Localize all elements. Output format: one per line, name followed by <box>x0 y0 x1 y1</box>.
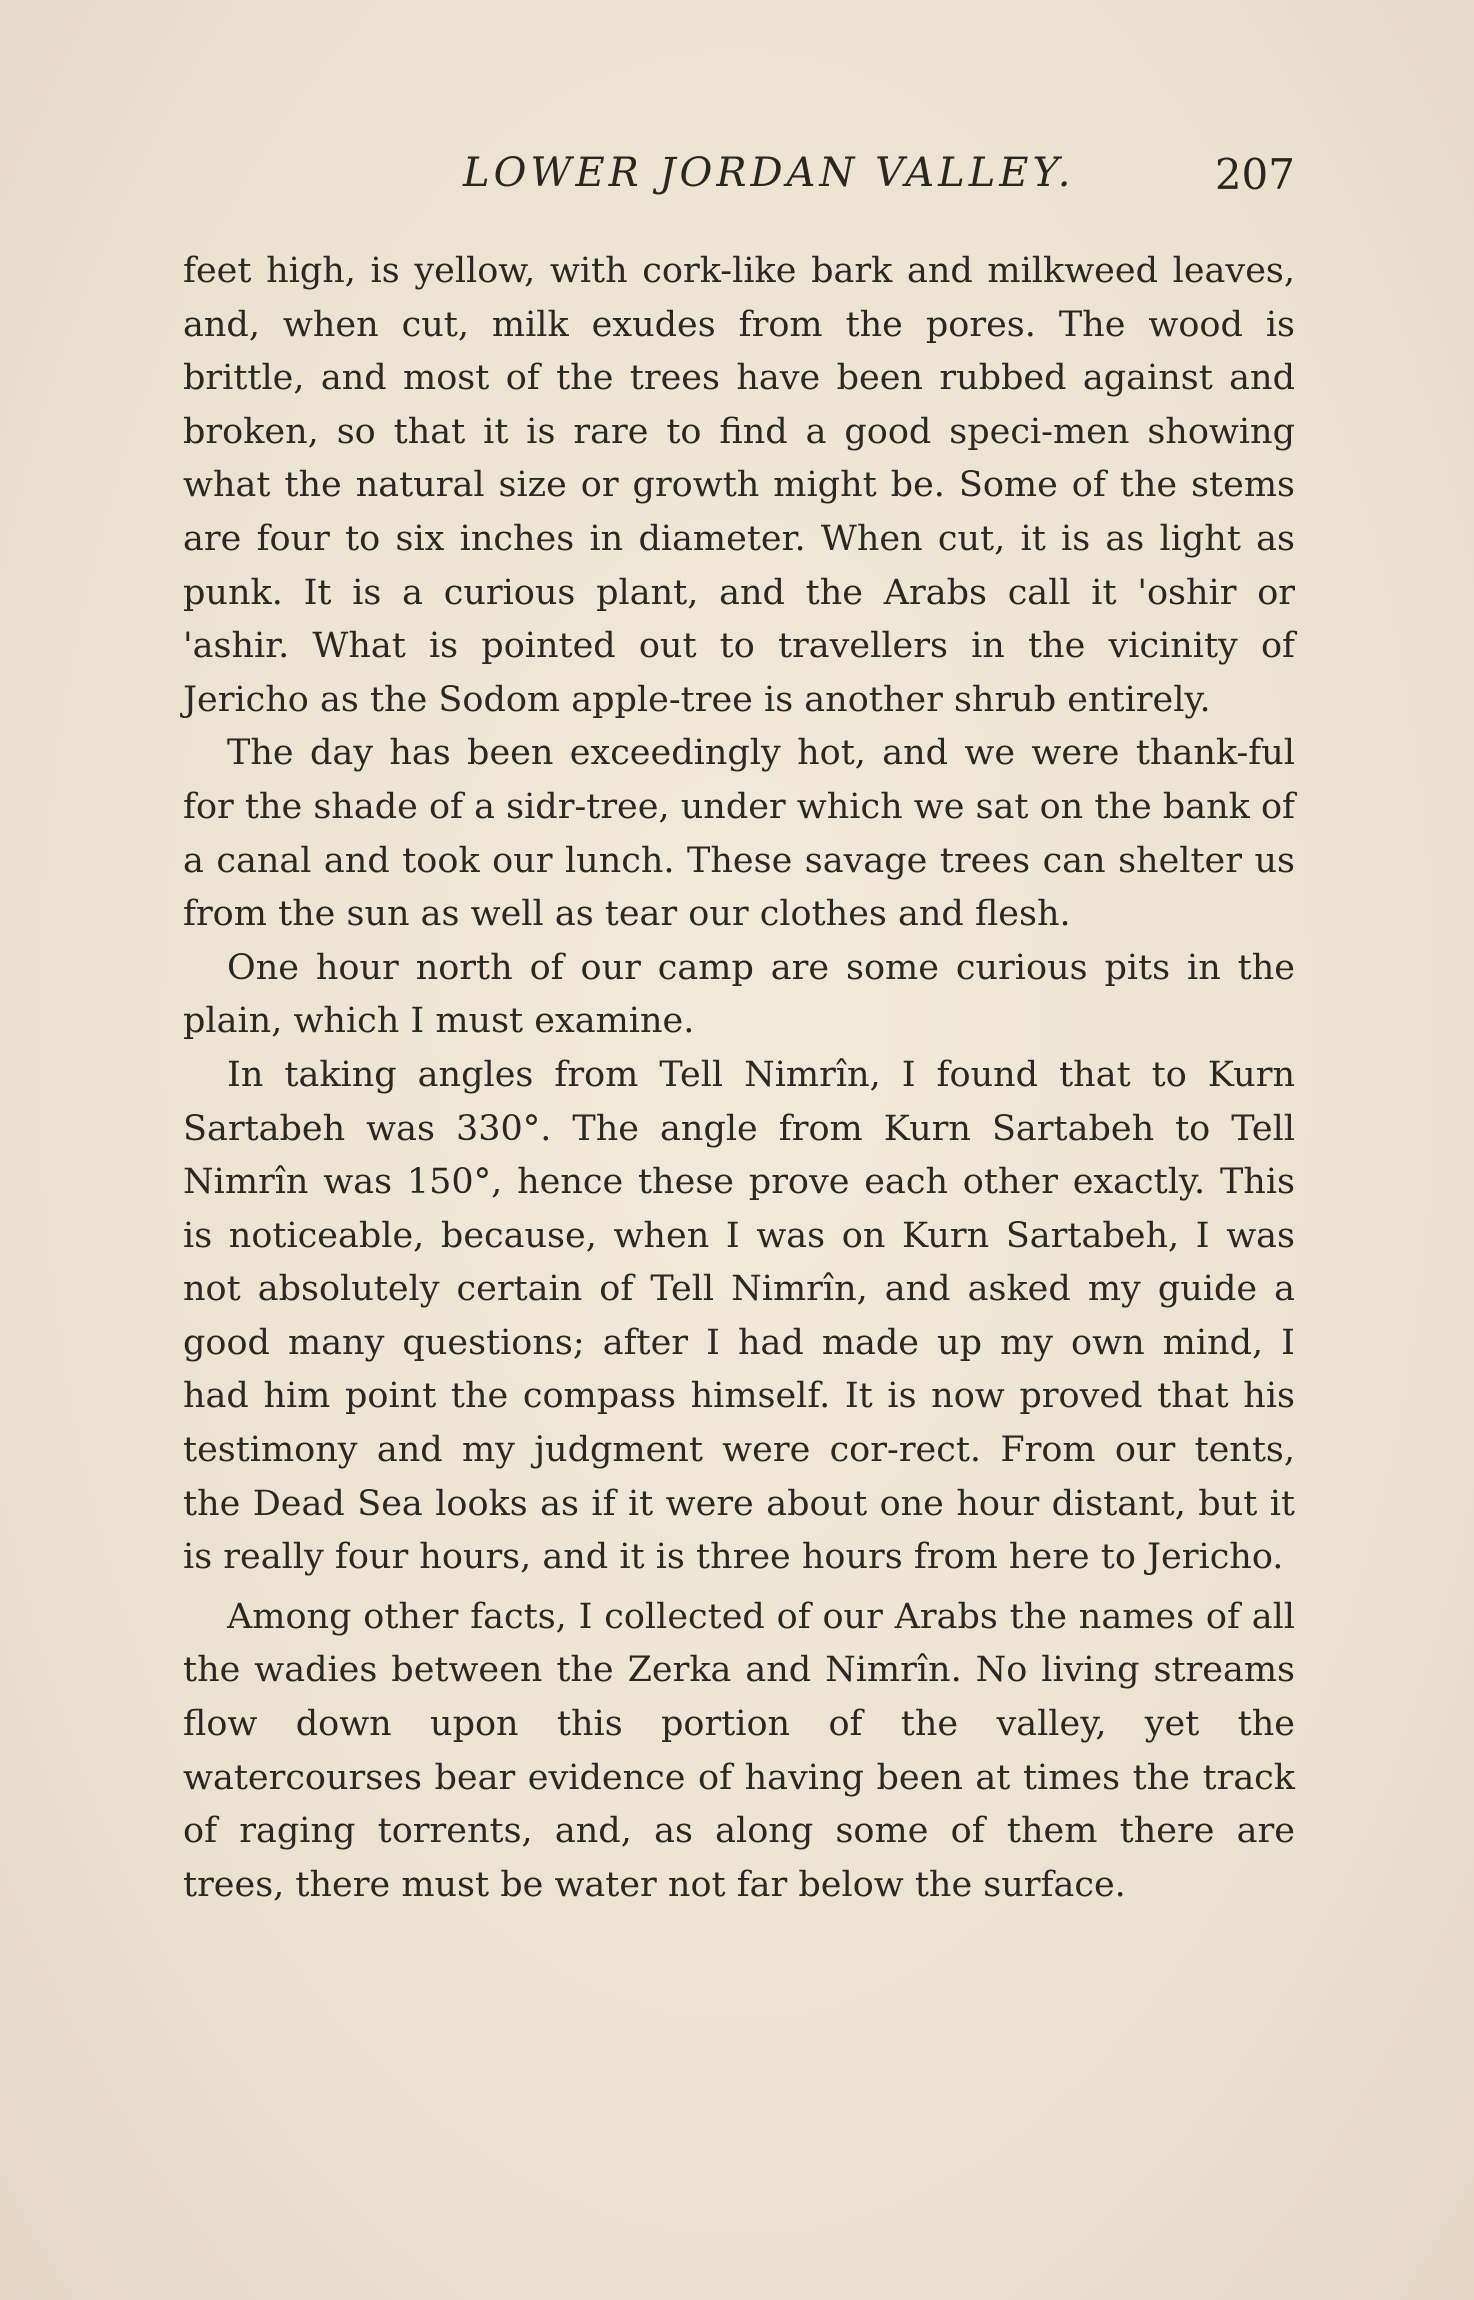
paragraph-3: One hour north of our camp are some curious pits in the plain, which I must examine. <box>183 947 1295 1042</box>
paragraph-5: Among other facts, I collected of our Arabs the names of all the wadies between the Zerka and Nimrîn. No living streams flow down upon this portion of the valley, yet the watercourses bear evidence of having been at times the track of raging torrents, and, as along some of them there are trees, there must be water not far below the surface. <box>183 1596 1295 1905</box>
body-text <box>183 245 1295 1912</box>
paragraph-2: The day has been exceedingly hot, and we were thank-ful for the shade of a sidr-tree, under which we sat on the bank of a canal and took our lunch. These savage trees can shelter us from the sun as well as tear our clothes and flesh. <box>183 733 1295 935</box>
paragraph-1: feet high, is yellow, with cork-like bark and milkweed leaves, and, when cut, milk exudes from the pores. The wood is brittle, and most of the trees have been rubbed against and broken, so that it is rare to find a good speci-men showing what the natural size or growth might be. Some of the stems are four to six inches in diameter. When cut, it is as light as punk. It is a curious plant, and the Arabs call it 'oshir or 'ashir. What is pointed out to travellers in the vicinity of Jericho as the Sodom apple-tree is another shrub entirely. <box>183 251 1295 720</box>
page-number: 207 <box>1214 150 1295 199</box>
paragraph-4: In taking angles from Tell Nimrîn, I found that to Kurn Sartabeh was 330°. The angle from Kurn Sartabeh to Tell Nimrîn was 150°, hence these prove each other exactly. This is noticeable, because, when I was on Kurn Sartabeh, I was not absolutely certain of Tell Nimrîn, and asked my guide a good many questions; after I had made up my own mind, I had him point the compass himself. It is now proved that his testimony and my judgment were cor-rect. From our tents, the Dead Sea looks as if it were about one hour distant, but it is really four hours, and it is three hours from here to Jericho. <box>183 1054 1295 1578</box>
page-header <box>183 150 1295 210</box>
running-title: LOWER JORDAN VALLEY. <box>463 150 1075 196</box>
